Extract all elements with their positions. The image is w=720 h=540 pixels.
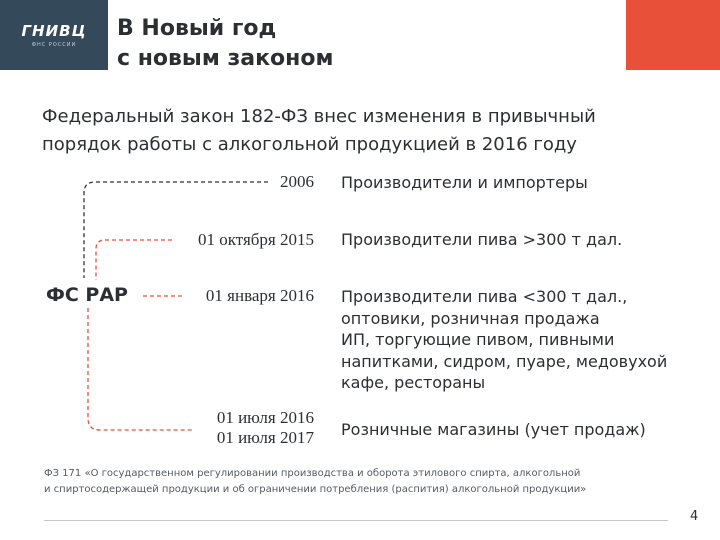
timeline-date [206,286,314,306]
date-line: 01 января 2016 [205,286,314,305]
timeline-description [341,419,671,441]
footnote-line: и спиртосодержащей продукции и об ограничении потребления (распития) алкогольной продукции» [44,484,587,495]
intro-line: порядок работы с алкогольной продукцией в 2016 году [42,134,577,155]
description-line: Производители пива >300 т дал. [341,230,623,249]
timeline-description [341,286,671,394]
description-line: Розничные магазины (учет продаж) [341,420,646,439]
timeline-date [217,408,314,448]
page-number: 4 [690,509,699,524]
intro-line: Федеральный закон 182-ФЗ внес изменения в привычный [42,106,596,127]
timeline-date [280,172,314,192]
footnote-line: ФЗ 171 «О государственном регулировании производства и оборота этилового спирта, алкогольной [44,468,581,479]
logo-text: ГНИВЦ [21,22,87,40]
date-line: 01 октября 2015 [197,230,314,249]
description-line: ИП, торгующие пивом, пивными [341,330,615,349]
description-line: напитками, сидром, пуаре, медовухой [341,351,668,371]
description-line: оптовики, розничная продажа [341,308,600,328]
description-line: Производители пива <300 т дал., [341,287,628,306]
date-line: 01 июля 2017 [216,428,314,447]
footer-divider [44,520,668,521]
timeline-description [341,229,671,251]
slide-title-line: В Новый год [117,16,277,41]
connector-jul-2016 [88,308,192,430]
timeline-description [341,172,671,194]
hub-label: ФС РАР [46,284,128,306]
timeline-date [198,230,314,250]
date-line: 2006 [280,172,314,191]
connector-oct-2015 [96,240,172,280]
slide-title-line: с новым законом [117,46,334,71]
logo-subtext: ФНС РОССИИ [31,42,77,48]
description-line: Производители и импортеры [341,173,588,192]
footnote [44,466,664,498]
description-line: кафе, рестораны [341,373,486,392]
date-line: 01 июля 2016 [216,408,314,427]
